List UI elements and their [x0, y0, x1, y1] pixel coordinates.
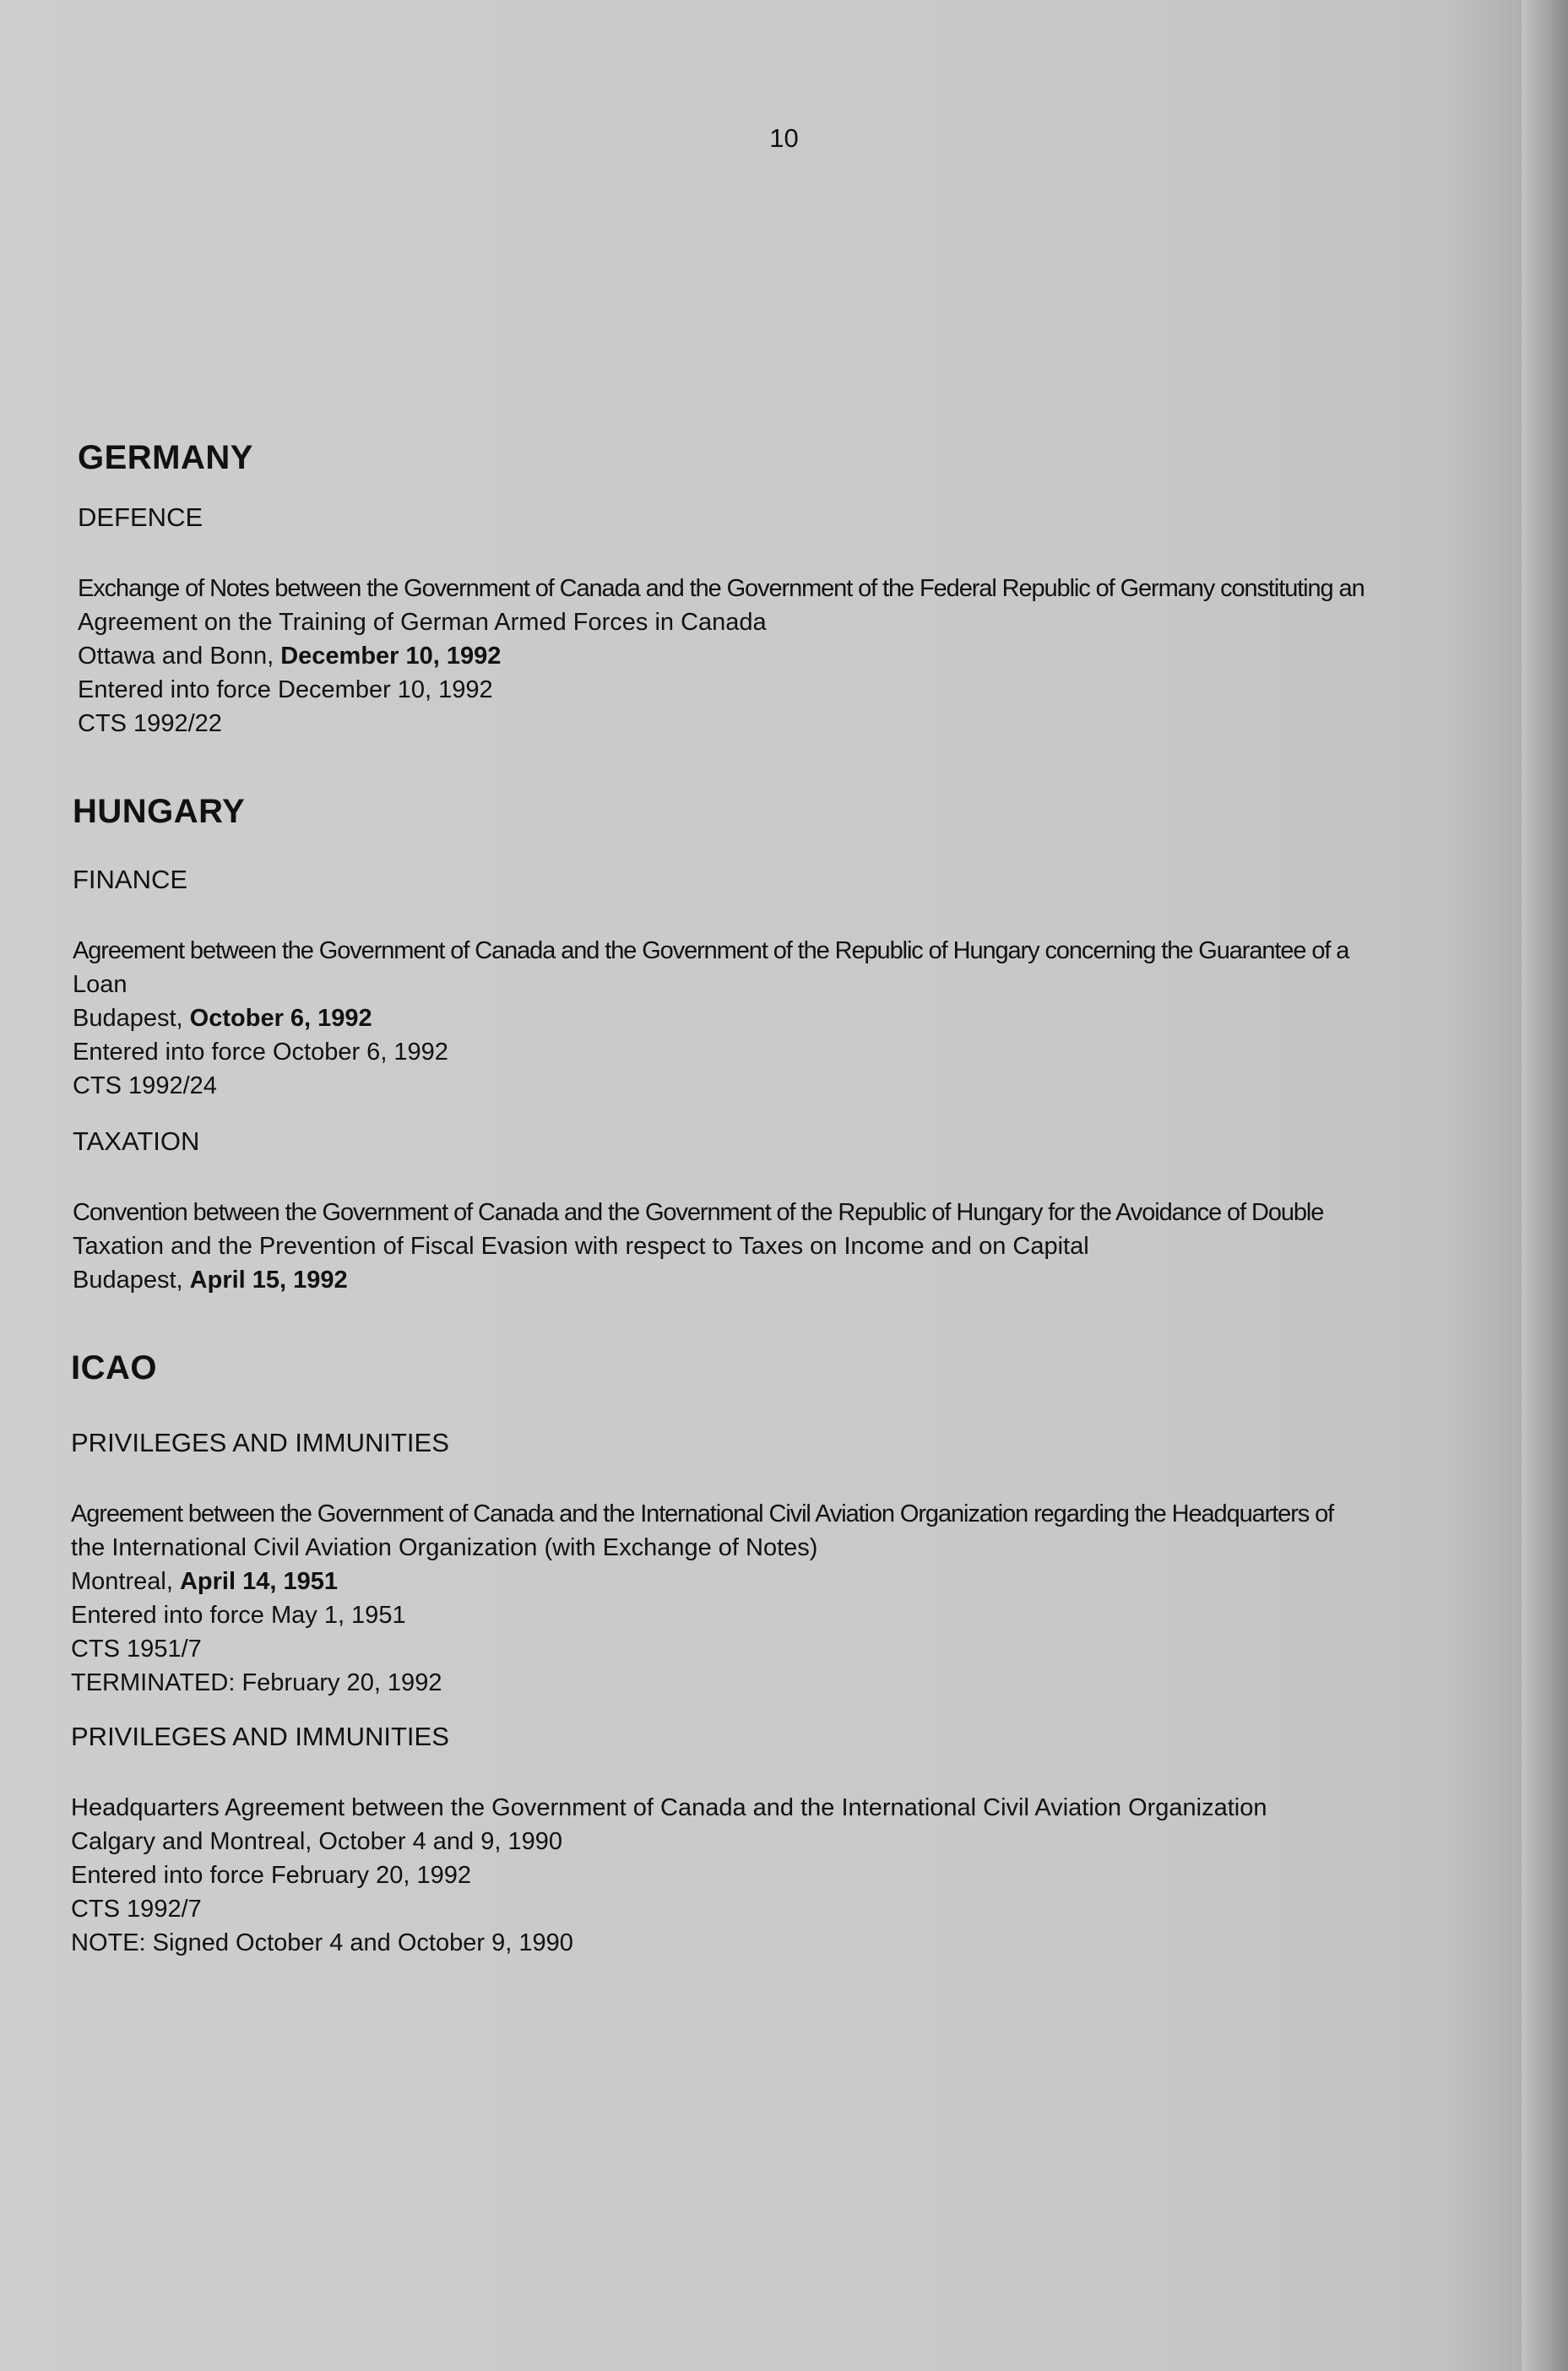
- treaty-title: Exchange of Notes between the Government of Canada and the Government of the Federal Republic of Germany constituting an: [78, 575, 1365, 602]
- cts-reference: CTS 1992/7: [71, 1896, 202, 1923]
- treaty-title-continued: Loan: [73, 971, 128, 998]
- treaty-signing: [71, 1565, 1429, 1598]
- signing-date: October 6, 1992: [189, 1005, 372, 1032]
- section-germany: [78, 439, 1429, 741]
- treaty-entry: [71, 1791, 1429, 1960]
- treaty-title: Convention between the Government of Canada and the Government of the Republic of Hungary for the Avoidance of Double: [73, 1199, 1324, 1226]
- cts-reference: CTS 1992/24: [73, 1072, 217, 1099]
- country-heading: ICAO: [71, 1349, 157, 1386]
- treaty-entry: [73, 1196, 1429, 1297]
- country-heading: HUNGARY: [73, 793, 246, 830]
- treaty-entry: [71, 1497, 1429, 1700]
- treaty-title: Agreement between the Government of Canada and the Government of the Republic of Hungary concerning the Guarantee of a: [73, 937, 1349, 964]
- signing-date: December 10, 1992: [280, 643, 502, 670]
- treaty-title-continued: Agreement on the Training of German Armed Forces in Canada: [78, 609, 767, 636]
- page-number: 10: [769, 123, 799, 153]
- country-heading: GERMANY: [78, 439, 253, 476]
- treaty-entry: [73, 934, 1429, 1103]
- entry-into-force: Entered into force February 20, 1992: [71, 1862, 471, 1889]
- signing-place: Ottawa and Bonn,: [78, 643, 274, 670]
- treaty-signing: Calgary and Montreal, October 4 and 9, 1990: [71, 1828, 562, 1855]
- section-icao: [71, 1349, 1429, 1960]
- treaty-signing: [73, 1001, 1429, 1035]
- subject-heading: PRIVILEGES AND IMMUNITIES: [71, 1722, 449, 1751]
- treaty-title-continued: Taxation and the Prevention of Fiscal Evasion with respect to Taxes on Income and on Capital: [73, 1233, 1089, 1260]
- page-content: [71, 439, 1429, 1982]
- entry-into-force: Entered into force May 1, 1951: [71, 1602, 406, 1629]
- subject-heading: FINANCE: [73, 865, 188, 894]
- signing-place: Budapest,: [73, 1267, 183, 1294]
- signing-place: Montreal,: [71, 1568, 173, 1595]
- treaty-signing: [73, 1263, 1429, 1297]
- cts-reference: CTS 1951/7: [71, 1636, 202, 1663]
- signing-place: Budapest,: [73, 1005, 183, 1032]
- subject-heading: DEFENCE: [78, 502, 203, 532]
- entry-into-force: Entered into force October 6, 1992: [73, 1039, 448, 1066]
- treaty-entry: [78, 572, 1429, 741]
- signing-note: NOTE: Signed October 4 and October 9, 1990: [71, 1929, 573, 1956]
- treaty-title-continued: the International Civil Aviation Organization (with Exchange of Notes): [71, 1534, 818, 1561]
- section-hungary: [73, 793, 1429, 1297]
- subject-heading: TAXATION: [73, 1126, 200, 1156]
- termination-note: TERMINATED: February 20, 1992: [71, 1669, 442, 1696]
- treaty-title: Headquarters Agreement between the Government of Canada and the International Civil Aviation Organization: [71, 1794, 1267, 1821]
- subject-heading: PRIVILEGES AND IMMUNITIES: [71, 1428, 449, 1457]
- signing-date: April 15, 1992: [189, 1267, 348, 1294]
- treaty-signing: [78, 639, 1429, 673]
- cts-reference: CTS 1992/22: [78, 710, 222, 737]
- entry-into-force: Entered into force December 10, 1992: [78, 676, 493, 703]
- page-edge-shadow: [1522, 0, 1568, 2371]
- treaty-title: Agreement between the Government of Canada and the International Civil Aviation Organization regarding the Headquarters of: [71, 1500, 1334, 1527]
- signing-date: April 14, 1951: [179, 1568, 338, 1595]
